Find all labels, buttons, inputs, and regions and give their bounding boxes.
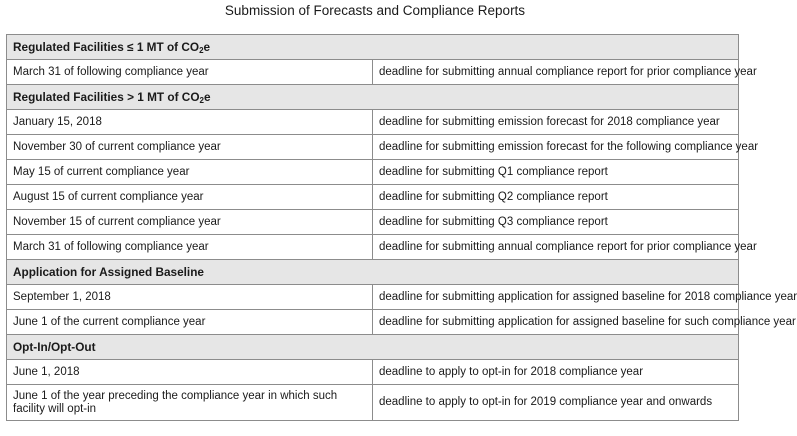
deadline-description-cell: deadline for submitting emission forecast for the following compliance year — [373, 135, 739, 160]
deadline-date-cell: June 1, 2018 — [7, 360, 373, 385]
table-row — [7, 135, 739, 160]
deadline-date-cell: November 15 of current compliance year — [7, 210, 373, 235]
deadline-description-cell: deadline for submitting Q2 compliance report — [373, 185, 739, 210]
section-heading — [7, 35, 739, 60]
table-row — [7, 235, 739, 260]
deadline-date-cell: September 1, 2018 — [7, 285, 373, 310]
deadline-description-cell: deadline for submitting emission forecast for 2018 compliance year — [373, 110, 739, 135]
deadline-date-cell: March 31 of following compliance year — [7, 235, 373, 260]
deadlines-table-body — [7, 35, 797, 421]
deadline-description-cell: deadline to apply to opt-in for 2019 compliance year and onwards — [373, 385, 739, 421]
table-row — [7, 385, 739, 421]
table-row — [7, 285, 739, 310]
section-heading-text: Opt-In/Opt-Out — [13, 339, 96, 354]
section-heading-text: Regulated Facilities > 1 MT of CO — [13, 89, 200, 104]
table-row — [7, 110, 739, 135]
table-row — [7, 210, 739, 235]
deadline-date-cell: January 15, 2018 — [7, 110, 373, 135]
section-heading — [7, 335, 739, 360]
deadline-date-cell: March 31 of following compliance year — [7, 60, 373, 85]
section-heading — [7, 85, 739, 110]
deadline-date-cell: November 30 of current compliance year — [7, 135, 373, 160]
document-title: Submission of Forecasts and Compliance Reports — [224, 3, 526, 18]
deadline-description-cell: deadline for submitting annual compliance report for prior compliance year — [373, 235, 739, 260]
section-header-row — [7, 85, 739, 110]
section-header-row — [7, 335, 739, 360]
section-heading-suffix: e — [203, 39, 211, 54]
deadline-description-cell: deadline for submitting application for assigned baseline for such compliance year — [373, 310, 739, 335]
deadline-description-cell: deadline for submitting Q3 compliance report — [373, 210, 739, 235]
deadline-date-cell: May 15 of current compliance year — [7, 160, 373, 185]
section-header-row — [7, 35, 739, 60]
section-header-row — [7, 260, 739, 285]
table-row — [7, 60, 739, 85]
section-heading-subscript: 2 — [199, 95, 204, 105]
deadline-date-cell: June 1 of the current compliance year — [7, 310, 373, 335]
deadlines-table — [6, 34, 797, 421]
section-heading-text: Regulated Facilities ≤ 1 MT of CO — [13, 39, 200, 54]
section-heading-suffix: e — [203, 89, 211, 104]
deadline-description-cell: deadline for submitting annual compliance report for prior compliance year — [373, 60, 739, 85]
section-heading — [7, 260, 739, 285]
table-row — [7, 360, 739, 385]
deadline-description-cell: deadline for submitting application for assigned baseline for 2018 compliance year — [373, 285, 739, 310]
section-heading-text: Application for Assigned Baseline — [13, 264, 204, 279]
table-row — [7, 160, 739, 185]
section-heading-subscript: 2 — [199, 45, 204, 55]
deadline-description-cell: deadline to apply to opt-in for 2018 compliance year — [373, 360, 739, 385]
deadline-date-cell: June 1 of the year preceding the compliance year in which such facility will opt-in — [7, 385, 373, 421]
deadline-description-cell: deadline for submitting Q1 compliance report — [373, 160, 739, 185]
table-row — [7, 310, 739, 335]
deadline-date-cell: August 15 of current compliance year — [7, 185, 373, 210]
table-row — [7, 185, 739, 210]
